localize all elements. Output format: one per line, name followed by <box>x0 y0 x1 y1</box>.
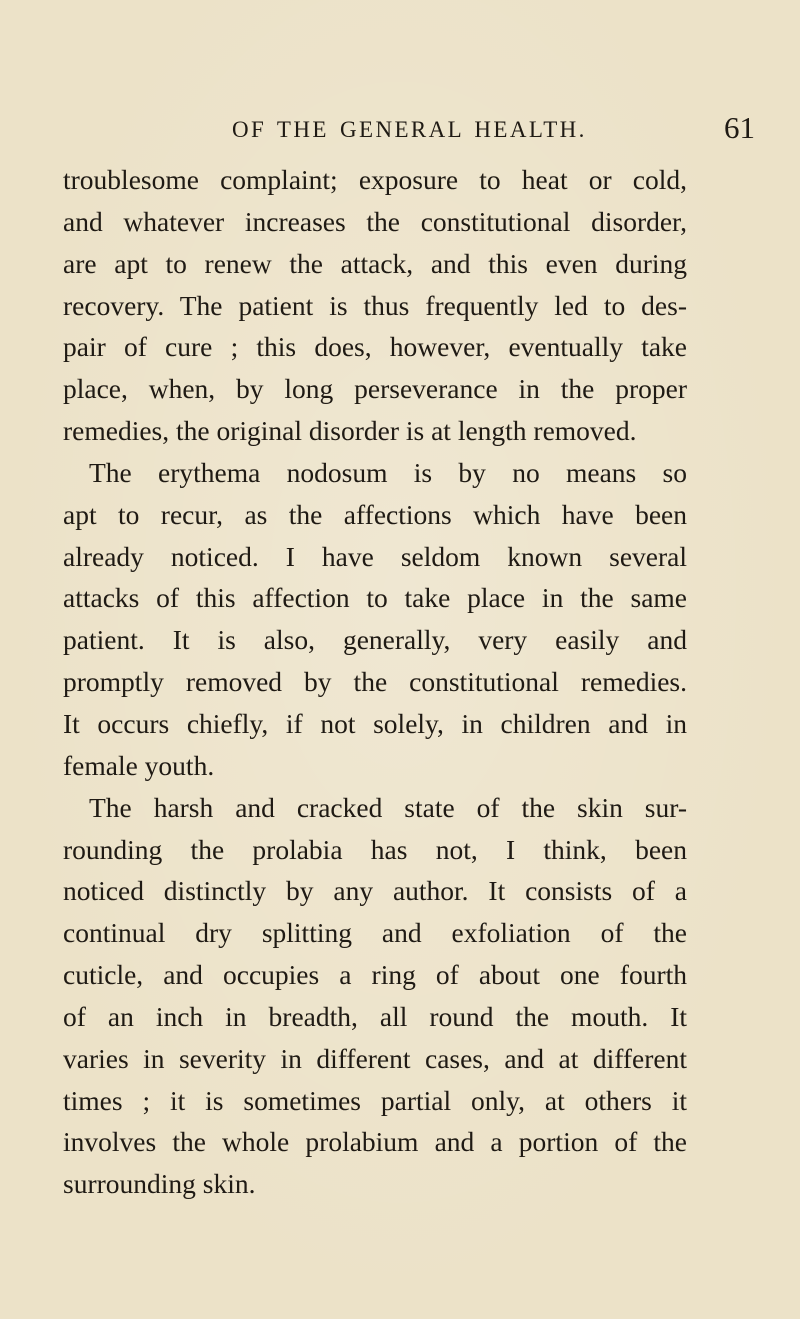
text-line: troublesome complaint; exposure to heat or cold, <box>63 164 687 195</box>
text-line: apt to recur, as the affections which have been <box>63 498 687 530</box>
page-number: 61 <box>724 110 755 145</box>
text-line: are apt to renew the attack, and this even during <box>63 247 687 279</box>
text-line: surrounding skin. <box>63 1168 256 1200</box>
text-line: varies in severity in different cases, and at different <box>63 1042 687 1074</box>
text-line: female youth. <box>63 749 215 781</box>
text-line: of an inch in breadth, all round the mouth. It <box>63 1000 687 1032</box>
text-line: The erythema nodosum is by no means so <box>89 456 687 488</box>
text-line: The harsh and cracked state of the skin sur- <box>89 791 687 823</box>
text-line: remedies, the original disorder is at length removed. <box>63 415 637 447</box>
text-line: and whatever increases the constitutional disorder, <box>63 205 687 237</box>
text-line: patient. It is also, generally, very easily and <box>63 624 687 656</box>
text-line: continual dry splitting and exfoliation of the <box>63 917 687 949</box>
text-line: pair of cure ; this does, however, eventually take <box>63 331 687 363</box>
text-line: cuticle, and occupies a ring of about one fourth <box>63 959 687 991</box>
text-line: promptly removed by the constitutional remedies. <box>63 666 687 698</box>
text-line: rounding the prolabia has not, I think, been <box>63 833 687 865</box>
text-line: noticed distinctly by any author. It consists of a <box>63 875 687 907</box>
text-line: place, when, by long perseverance in the proper <box>63 373 687 405</box>
running-head: OF THE GENERAL HEALTH. <box>232 117 587 142</box>
text-line: attacks of this affection to take place in the same <box>63 582 687 614</box>
body-text <box>63 159 687 1205</box>
text-line: times ; it is sometimes partial only, at others it <box>63 1084 687 1116</box>
text-line: involves the whole prolabium and a portion of the <box>63 1126 687 1158</box>
text-line: already noticed. I have seldom known several <box>63 540 687 572</box>
text-line: recovery. The patient is thus frequently led to des- <box>63 289 687 321</box>
text-line: It occurs chiefly, if not solely, in children and in <box>63 707 687 739</box>
page-header <box>0 110 800 150</box>
